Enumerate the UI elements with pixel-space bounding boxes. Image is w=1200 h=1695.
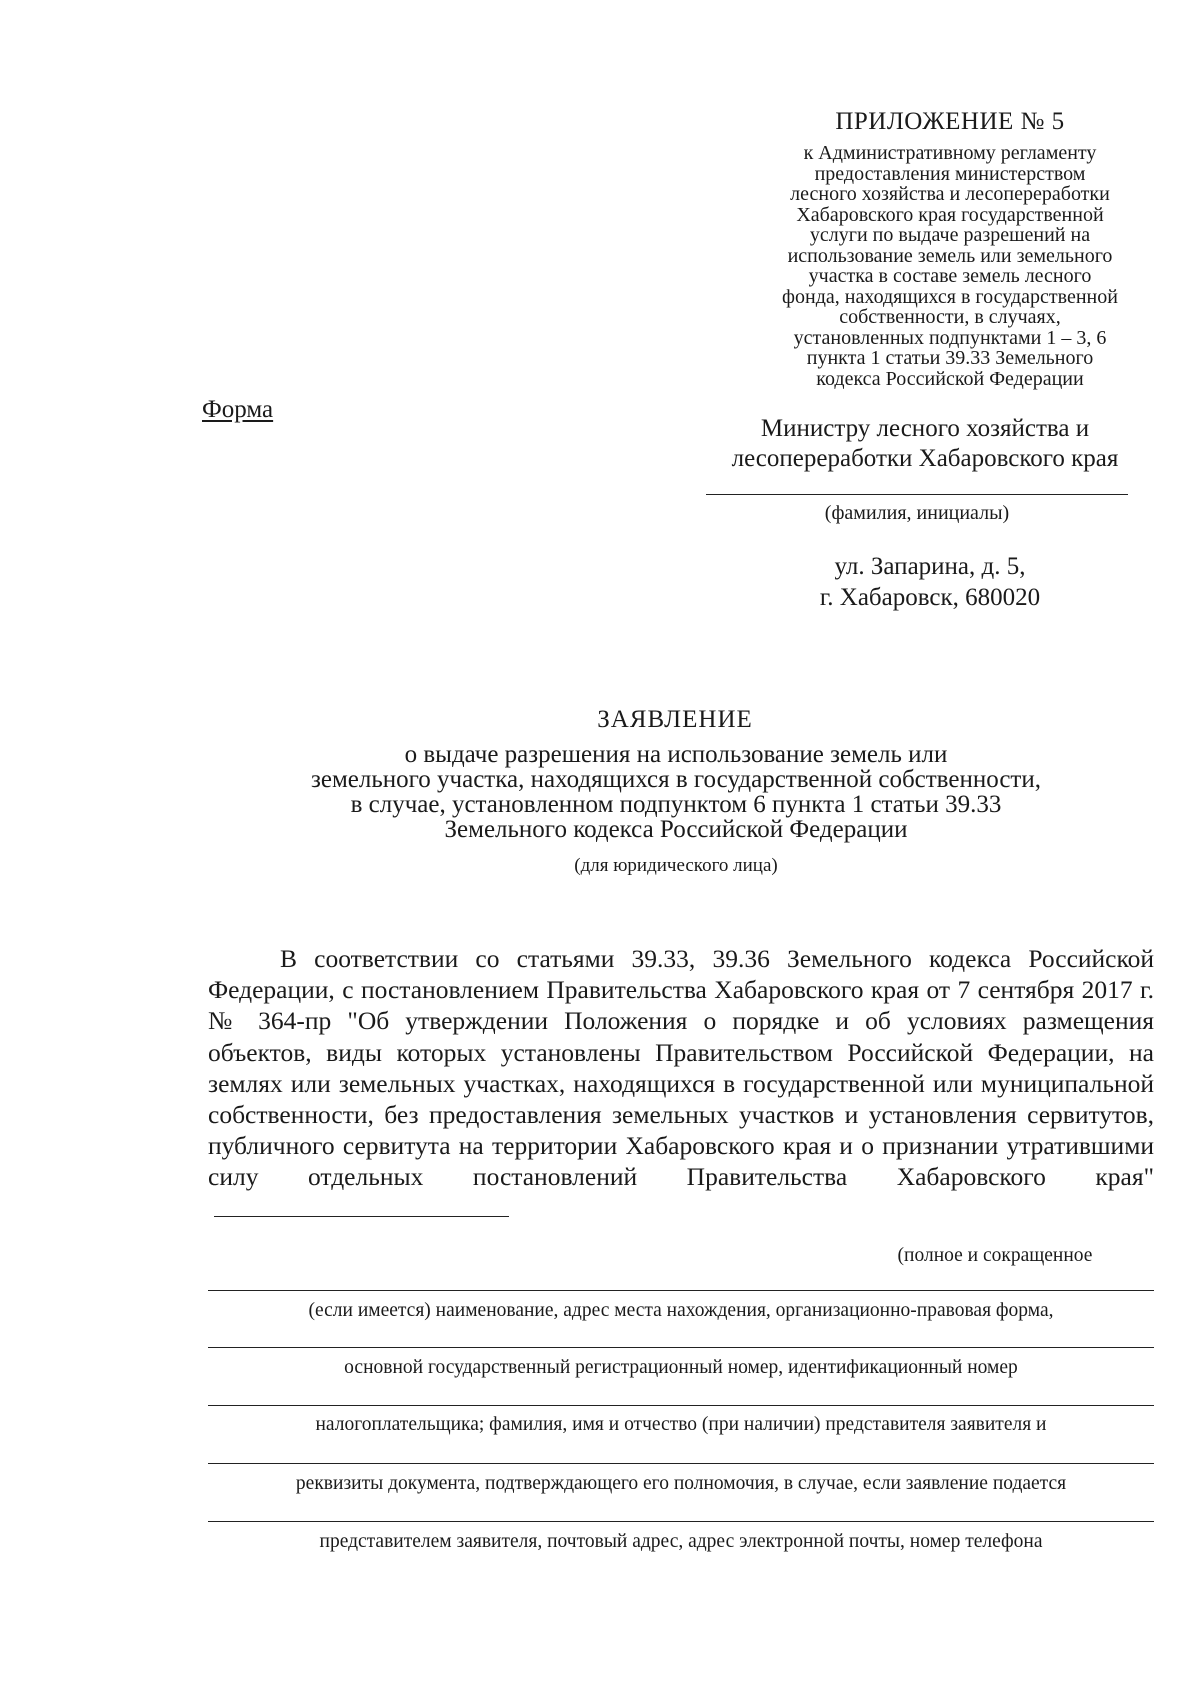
addressee (690, 414, 1160, 474)
appendix-line: пункта 1 статьи 39.33 Земельного (806, 347, 1094, 369)
fill-caption: реквизиты документа, подтверждающего его полномочия, в случае, если заявление подается (295, 1473, 1067, 1494)
addressee-line: лесопереработки Хабаровского края (731, 445, 1119, 472)
fill-caption: представителем заявителя, почтовый адрес, адрес электронной почты, номер телефона (319, 1531, 1043, 1552)
fill-caption: (полное и сокращенное (897, 1245, 1093, 1266)
appendix-line: использование земель или земельного (787, 244, 1113, 267)
appendix-title: ПРИЛОЖЕНИЕ № 5 (835, 108, 1065, 135)
fill-in-line (208, 1405, 1154, 1406)
signature-caption: (фамилия, инициалы) (824, 502, 1010, 524)
body-paragraph (208, 943, 1154, 1224)
fill-in-line (208, 1347, 1154, 1348)
appendix-line: Хабаровского края государственной (796, 203, 1104, 226)
form-label: Форма (202, 396, 274, 423)
appendix-line: к Административному регламенту (803, 142, 1097, 164)
appendix-line: собственности, в случаях, (839, 306, 1061, 328)
fill-in-line (208, 1290, 1154, 1291)
address-line: г. Хабаровск, 680020 (819, 584, 1041, 611)
applicant-type-note: (для юридического лица) (574, 855, 778, 876)
appendix-line: кодекса Российской Федерации (816, 367, 1084, 390)
addressee-line: Министру лесного хозяйства и (760, 415, 1090, 442)
signature-line (706, 494, 1128, 495)
body-text: В соответствии со статьями 39.33, 39.36 Земельного кодекса Российской Федерации, с постановлением Правительства Хабаровского края от 7 сентября 2017 г. № 364-пр "Об утверждении Положения о порядке и об условиях размещения объектов, виды которых установлены Правительством Российской Федерации, на землях или земельных участках, находящихся в государственной или муниципальной собственности, без предоставления земельных участков и установления сервитутов, публичного сервитута на территории Хабаровского края и о признании утратившими силу отдельных постановлений Правительства Хабаровского края" (208, 944, 1154, 1192)
appendix-line: услуги по выдаче разрешений на (809, 224, 1091, 246)
fill-caption: (если имеется) наименование, адрес места нахождения, организационно-правовая форма, (308, 1300, 1054, 1321)
document-title: ЗАЯВЛЕНИЕ (597, 706, 753, 733)
appendix-line: предоставления министерством (814, 162, 1086, 185)
appendix-line: участка в составе земель лесного (808, 265, 1092, 287)
subtitle-line: земельного участка, находящихся в государственной собственности, (311, 766, 1041, 793)
fill-in-line (208, 1521, 1154, 1522)
appendix-line: установленных подпунктами 1 – 3, 6 (793, 326, 1107, 349)
appendix-description (735, 143, 1165, 389)
recipient-address (780, 551, 1080, 613)
appendix-line: лесного хозяйства и лесопереработки (790, 183, 1110, 205)
document-subtitle (222, 742, 1130, 842)
fill-in-line (208, 1463, 1154, 1464)
fill-caption: налогоплательщика; фамилия, имя и отчество (при наличии) представителя заявителя и (315, 1414, 1047, 1435)
subtitle-line: Земельного кодекса Российской Федерации (444, 816, 908, 843)
appendix-line: фонда, находящихся в государственной (782, 285, 1118, 308)
subtitle-line: в случае, установленном подпунктом 6 пункта 1 статьи 39.33 (350, 791, 1002, 818)
subtitle-line: о выдаче разрешения на использование земель или (404, 741, 948, 768)
fill-caption: основной государственный регистрационный номер, идентификационный номер (344, 1357, 1018, 1378)
address-line: ул. Запарина, д. 5, (834, 553, 1026, 580)
fill-in-line (214, 1215, 509, 1217)
